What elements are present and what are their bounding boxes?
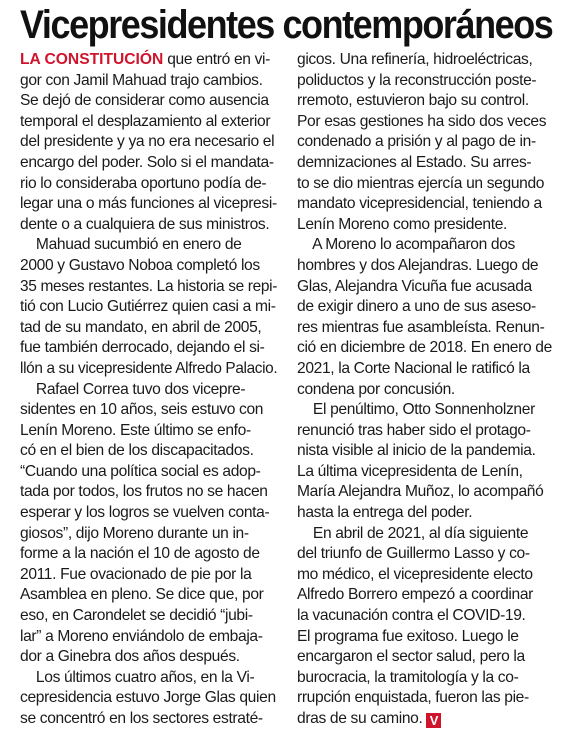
- text-fragment: demnizaciones al Estado. Su arres-: [297, 153, 532, 171]
- text-line: [20, 544, 277, 565]
- text-line: [20, 668, 277, 689]
- text-fragment: to se dio mientras ejercía un segundo: [297, 174, 545, 192]
- text-fragment: llón a su vicepresidente Alfredo Palacio.: [20, 359, 278, 377]
- text-fragment: mandato vicepresidencial, teniendo a: [297, 195, 542, 213]
- text-fragment: encargaron el sector salud, pero la: [297, 648, 525, 666]
- text-line: [20, 215, 277, 236]
- text-fragment: temporal el desplazamiento al exterior: [20, 112, 271, 130]
- text-fragment: Lenín Moreno como presidente.: [297, 215, 508, 233]
- text-fragment: de exigir dinero a uno de sus aseso-: [297, 298, 536, 316]
- text-fragment: dor a Ginebra dos años después.: [20, 648, 240, 666]
- text-fragment: del presidente y ya no era necesario el: [20, 133, 275, 151]
- text-line: [297, 71, 554, 92]
- text-fragment: El penúltimo, Otto Sonnenholzner: [297, 401, 535, 419]
- text-line: [20, 565, 277, 586]
- text-line: [20, 174, 277, 195]
- text-line: [297, 544, 554, 565]
- text-fragment: burocracia, la tramitología y la co-: [297, 668, 519, 686]
- text-line: [20, 400, 277, 421]
- text-line: [20, 585, 277, 606]
- text-line: [297, 400, 554, 421]
- text-fragment: nista visible al inicio de la pandemia.: [297, 442, 536, 460]
- text-fragment: sidentes en 10 años, seis estuvo con: [20, 401, 264, 419]
- text-line: [20, 71, 277, 92]
- text-fragment: giosos”, dijo Moreno durante un in-: [20, 524, 249, 542]
- text-line: [297, 627, 554, 648]
- text-fragment: Asamblea en pleno. Se dice que, por: [20, 586, 264, 604]
- text-line: [297, 91, 554, 112]
- text-fragment: tió con Lucio Gutiérrez quien casi a mi-: [20, 298, 276, 316]
- text-fragment: lar” a Moreno enviándolo de embaja-: [20, 627, 263, 645]
- text-line: [20, 359, 278, 380]
- text-fragment: Glas, Alejandra Vicuña fue acusada: [297, 277, 532, 295]
- text-line: [297, 153, 554, 174]
- text-fragment: la vacunación contra el COVID-19.: [297, 607, 526, 625]
- right-column: [297, 50, 554, 730]
- text-line: [297, 318, 554, 339]
- text-line: [20, 606, 277, 627]
- text-fragment: gicos. Una refinería, hidroeléctricas,: [297, 51, 533, 68]
- text-fragment: 2000 y Gustavo Noboa completó los: [20, 256, 260, 274]
- text-line: [20, 318, 277, 339]
- text-line: [297, 585, 554, 606]
- text-fragment: 2011. Fue ovacionado de pie por la: [20, 565, 252, 583]
- text-fragment: renunció tras haber sido el protago-: [297, 421, 531, 439]
- text-line: [297, 380, 554, 401]
- text-fragment: esperar y los logros se vuelven conta-: [20, 504, 270, 522]
- text-fragment: rremoto, estuvieron bajo su control.: [297, 92, 529, 110]
- text-line: [20, 91, 277, 112]
- text-line: [297, 688, 554, 709]
- article-body: [20, 50, 554, 730]
- text-fragment: Lenín Moreno. Este último se enfo-: [20, 421, 251, 439]
- text-fragment: que entró en vi-: [163, 51, 270, 68]
- text-line: [20, 50, 277, 71]
- text-fragment: poliductos y la reconstrucción poste-: [297, 71, 537, 89]
- text-line: [20, 627, 277, 648]
- text-line: [20, 462, 277, 483]
- text-line: [297, 256, 554, 277]
- text-line: [297, 112, 554, 133]
- text-fragment: Se dejó de considerar como ausencia: [20, 92, 269, 110]
- text-line: [297, 338, 554, 359]
- text-fragment: có en el bien de los discapacitados.: [20, 442, 254, 460]
- text-line: [20, 277, 278, 298]
- text-line: [297, 50, 554, 71]
- text-line: [20, 380, 277, 401]
- section-kicker: LA CONSTITUCIÓN: [20, 51, 164, 68]
- text-line: [297, 235, 554, 256]
- text-fragment: 35 meses restantes. La historia se repi-: [20, 277, 278, 295]
- text-line: [20, 235, 277, 256]
- text-fragment: se concentró en los sectores estraté-: [20, 710, 263, 727]
- text-fragment: El programa fue exitoso. Luego le: [297, 627, 519, 645]
- text-fragment: La última vicepresidenta de Lenín,: [297, 462, 523, 480]
- text-line: [297, 174, 554, 195]
- text-line: [297, 277, 554, 298]
- text-fragment: tada por todos, los frutos no se hacen: [20, 483, 268, 501]
- text-line: [20, 256, 277, 277]
- text-line: [297, 297, 554, 318]
- text-line: [20, 194, 277, 215]
- text-line: [297, 421, 554, 442]
- text-fragment: Rafael Correa tuvo dos vicepre-: [20, 380, 246, 398]
- left-column: [20, 50, 277, 730]
- text-line: [297, 194, 554, 215]
- text-line: [297, 441, 554, 462]
- text-fragment: legar una o más funciones al vicepresi-: [20, 195, 277, 213]
- text-fragment: dente o a cualquiera de sus ministros.: [20, 215, 270, 233]
- text-line: [20, 441, 277, 462]
- text-fragment: 2021, la Corte Nacional le ratificó la: [297, 359, 530, 377]
- text-fragment: A Moreno lo acompañaron dos: [297, 236, 516, 254]
- text-fragment: tad de su mandato, en abril de 2005,: [20, 318, 262, 336]
- text-fragment: encargo del poder. Solo si el mandata-: [20, 153, 274, 171]
- text-fragment: Mahuad sucumbió en enero de: [20, 236, 242, 254]
- text-line: [20, 112, 277, 133]
- text-fragment: condenado a prisión y al pago de in-: [297, 133, 536, 151]
- text-line: [20, 297, 277, 318]
- text-fragment: condena por concusión.: [297, 380, 455, 398]
- text-fragment: cepresidencia estuvo Jorge Glas quien: [20, 689, 276, 707]
- text-line: [297, 503, 554, 524]
- text-line: [297, 668, 554, 689]
- text-line: [297, 482, 554, 503]
- text-line: [297, 132, 554, 153]
- text-fragment: del triunfo de Guillermo Lasso y co-: [297, 545, 530, 563]
- text-line: [20, 688, 277, 709]
- text-fragment: rrupción enquistada, fueron las pie-: [297, 689, 529, 707]
- text-fragment: res mientras fue asambleísta. Renun-: [297, 318, 545, 336]
- text-fragment: mo médico, el vicepresidente electo: [297, 565, 533, 583]
- text-line: [297, 709, 554, 730]
- text-line: [20, 153, 277, 174]
- text-fragment: dras de su camino.: [297, 710, 423, 727]
- text-fragment: hombres y dos Alejandras. Luego de: [297, 256, 539, 274]
- text-fragment: forme a la nación el 10 de agosto de: [20, 545, 260, 563]
- text-line: [20, 421, 277, 442]
- end-mark-icon: V: [426, 713, 441, 728]
- text-fragment: María Alejandra Muñoz, lo acompañó: [297, 483, 544, 501]
- text-fragment: “Cuando una política social es adop-: [20, 462, 261, 480]
- text-line: [297, 462, 554, 483]
- text-fragment: ció en diciembre de 2018. En enero de: [297, 339, 552, 357]
- text-line: [297, 359, 554, 380]
- text-line: [20, 709, 277, 730]
- text-fragment: rio lo consideraba oportuno podía de-: [20, 174, 267, 192]
- text-fragment: fue también derrocado, dejando el si-: [20, 339, 265, 357]
- text-line: [297, 565, 554, 586]
- text-fragment: En abril de 2021, al día siguiente: [297, 524, 529, 542]
- text-line: [297, 524, 554, 545]
- text-line: [297, 215, 554, 236]
- text-line: [297, 647, 554, 668]
- text-line: [20, 647, 277, 668]
- headline: Vicepresidentes contemporáneos: [20, 3, 553, 47]
- text-fragment: Los últimos cuatro años, en la Vi-: [20, 668, 255, 686]
- text-line: [20, 338, 277, 359]
- text-fragment: eso, en Carondelet se decidió “jubi-: [20, 607, 253, 625]
- text-fragment: gor con Jamil Mahuad trajo cambios.: [20, 71, 263, 89]
- text-fragment: Por esas gestiones ha sido dos veces: [297, 112, 547, 130]
- text-line: [20, 524, 277, 545]
- text-fragment: hasta la entrega del poder.: [297, 504, 473, 522]
- text-line: [20, 482, 277, 503]
- text-line: [20, 132, 277, 153]
- text-line: [297, 606, 554, 627]
- text-fragment: Alfredo Borrero empezó a coordinar: [297, 586, 533, 604]
- text-line: [20, 503, 277, 524]
